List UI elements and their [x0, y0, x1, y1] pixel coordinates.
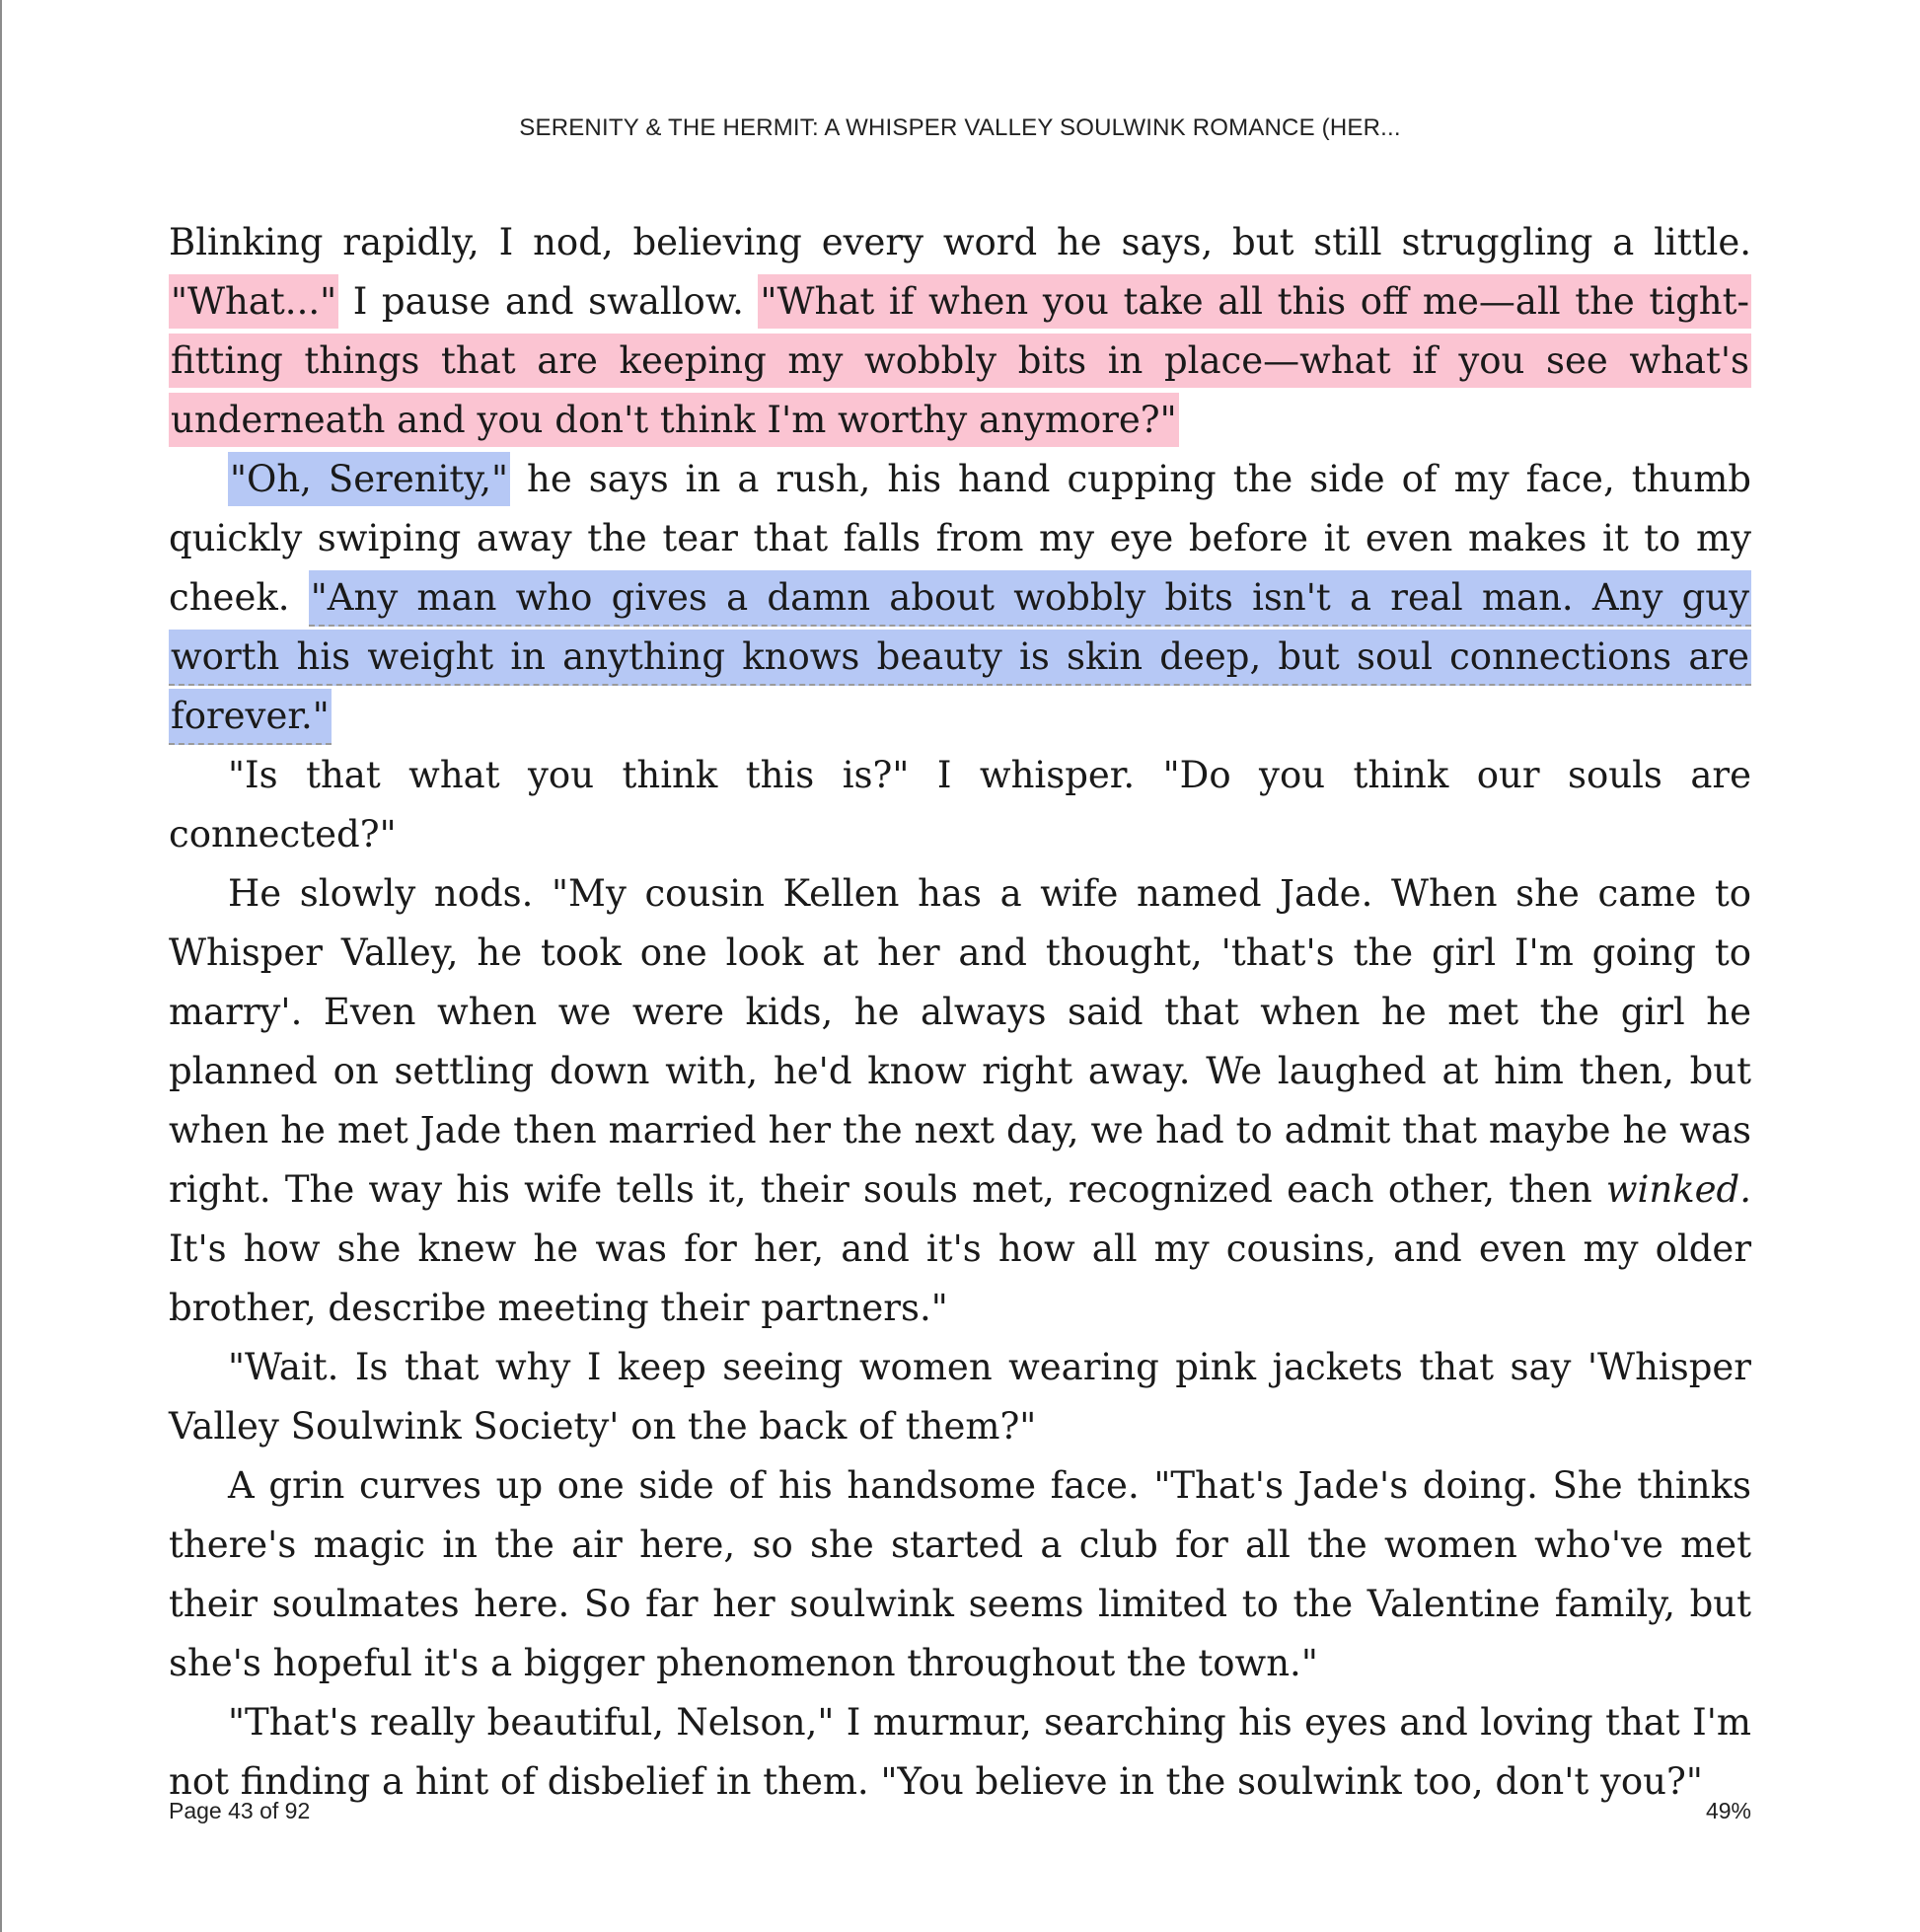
reading-progress-percent: 49% [1705, 1798, 1751, 1823]
book-title-header: SERENITY & THE HERMIT: A WHISPER VALLEY SOULWINK ROMANCE (HER... [519, 114, 1401, 141]
paragraph-2 [169, 450, 1751, 746]
paragraph-4-text-a: He slowly nods. "My cousin Kellen has a wife named Jade. When she came to Whisper Valley, he took one look at her and thought, 'that's the girl I'm going to marry'. Even when we were kids, he always said that when he met the girl he planned on settling down with, he'd know right away. We laughed at him then, but when he met Jade then married her the next day, we had to admit that maybe he was right. The way his wife tells it, their souls met, recognized each other, then [169, 872, 1751, 1211]
paragraph-4-emphasis: winked. [1605, 1168, 1751, 1211]
blue-highlight-oh-serenity[interactable]: "Oh, Serenity," [228, 452, 510, 506]
paragraph-1-text-a: Blinking rapidly, I nod, believing every word he says, but still struggling a little. [169, 221, 1751, 263]
paragraph-1-text-b: I pause and swallow. [338, 280, 759, 323]
pink-highlight-worthy[interactable]: "What if when you take all this off me—all the tight-fitting things that are keeping my wobbly bits in place—what if you see what's underneath and you don't think I'm worthy anymore?" [169, 274, 1751, 447]
paragraph-4-text-b: It's how she knew he was for her, and it's how all my cousins, and even my older brother, describe meeting their partners." [169, 1227, 1751, 1329]
paragraph-4 [169, 864, 1751, 1338]
paragraph-5: "Wait. Is that why I keep seeing women wearing pink jackets that say 'Whisper Valley Soulwink Society' on the back of them?" [169, 1346, 1751, 1448]
reader-left-border [0, 0, 2, 1932]
page-text-content[interactable] [169, 213, 1751, 1812]
page-number-indicator: Page 43 of 92 [169, 1798, 311, 1823]
paragraph-2-text-a: he says in a rush, his hand cupping the side of my face, thumb quickly swiping away the tear that falls from my eye before it even makes it to my cheek. [169, 458, 1751, 619]
paragraph-7: "That's really beautiful, Nelson," I murmur, searching his eyes and loving that I'm not finding a hint of disbelief in them. "You believe in the soulwink too, don't you?" [169, 1701, 1751, 1803]
pink-highlight-what[interactable]: "What..." [169, 274, 338, 329]
paragraph-3: "Is that what you think this is?" I whisper. "Do you think our souls are connected?" [169, 754, 1751, 855]
paragraph-6: A grin curves up one side of his handsome face. "That's Jade's doing. She thinks there's magic in the air here, so she started a club for all the women who've met their soulmates here. So far her soulwink seems limited to the Valentine family, but she's hopeful it's a bigger phenomenon throughout the town." [169, 1464, 1751, 1684]
paragraph-1 [169, 213, 1751, 450]
blue-highlight-soul-connections[interactable]: "Any man who gives a damn about wobbly bits isn't a real man. Any guy worth his weight in anything knows beauty is skin deep, but soul connections are forever." [169, 570, 1751, 745]
